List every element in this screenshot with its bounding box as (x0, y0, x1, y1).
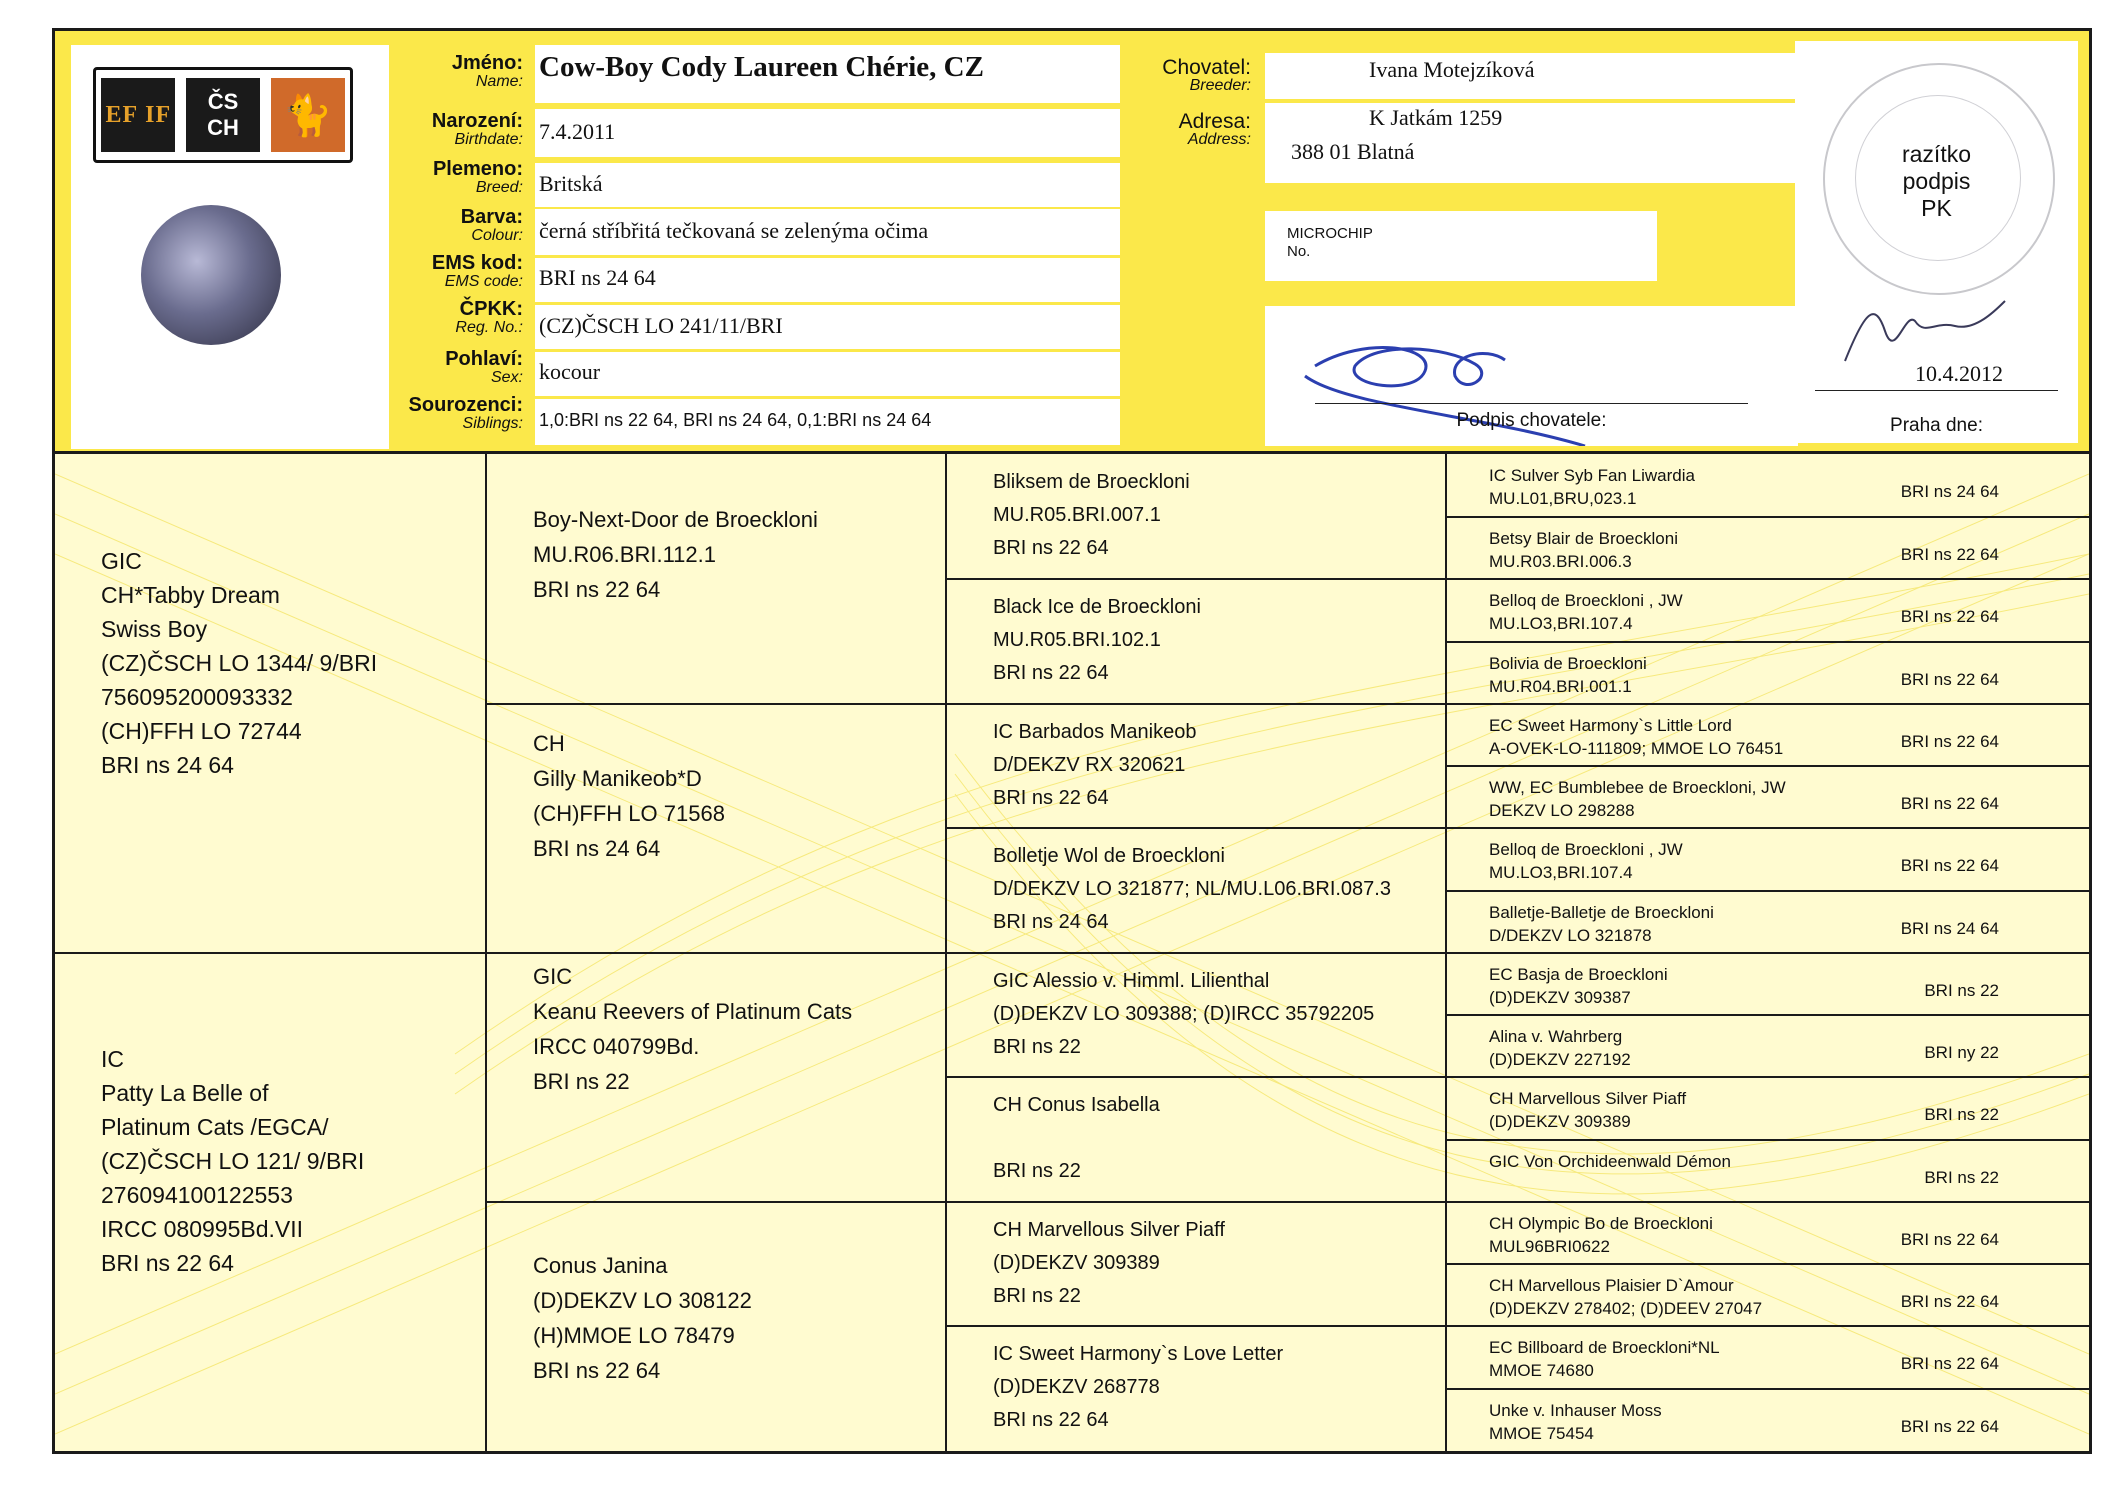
label-siblings: Sourozenci: Siblings: (408, 394, 523, 432)
label-breeder: Chovatel: Breeder: (1162, 56, 1251, 94)
grandparent-cell: CH Gilly Manikeob*D (CH)FFH LO 71568 BRI ns 24 64 (533, 731, 725, 861)
place-caption: Praha dne: (1890, 415, 1983, 436)
sex-box (535, 352, 1120, 396)
birthdate-value: 7.4.2011 (539, 119, 616, 144)
breeder-signature-box (1265, 306, 1798, 446)
breed-box (535, 163, 1120, 207)
ancestor-cell: Bolivia de Broeckloni MU.R04.BRI.001.1 BRI ns 22 64 (1489, 654, 1999, 696)
microchip-box (1265, 211, 1657, 281)
fife-logo: EF IF (101, 78, 175, 152)
ancestor-cell: CH Olympic Bo de Broeckloni MUL96BRI0622 BRI ns 22 64 (1489, 1214, 1999, 1256)
cat-name: Cow-Boy Cody Laureen Chérie, CZ (539, 51, 984, 83)
colour-value: černá stříbřitá tečkovaná se zelenýma očima (539, 218, 929, 243)
label-name: Jméno: Name: (451, 52, 523, 90)
label-colour: Barva: Colour: (460, 206, 523, 244)
regno-value: (CZ)ČSCH LO 241/11/BRI (539, 313, 783, 338)
official-signature (1835, 291, 2035, 371)
ancestor-cell: GIC Von Orchideenwald Démon BRI ns 22 (1489, 1152, 1999, 1187)
great-grandparent-cell: CH Conus Isabella BRI ns 22 (993, 1094, 1160, 1182)
grandparent-cell: Conus Janina (D)DEKZV LO 308122 (H)MMOE LO 78479 BRI ns 22 64 (533, 1253, 752, 1383)
dam-cell: IC Patty La Belle of Platinum Cats /EGCA/ (CZ)ČSCH LO 121/ 9/BRI 276094100122553 IRCC 080995Bd.VII BRI ns 22 64 (101, 1046, 365, 1276)
ancestor-cell: CH Marvellous Plaisier D`Amour (D)DEKZV 278402; (D)DEEV 27047 BRI ns 22 64 (1489, 1276, 1999, 1318)
grandparent-cell: Boy-Next-Door de Broeckloni MU.R06.BRI.112.1 BRI ns 22 64 (533, 507, 818, 602)
ancestor-cell: EC Basja de Broeckloni (D)DEKZV 309387 BRI ns 22 (1489, 965, 1999, 1007)
ancestor-cell: CH Marvellous Silver Piaff (D)DEKZV 309389 BRI ns 22 (1489, 1089, 1999, 1131)
ancestor-cell: Betsy Blair de Broeckloni MU.R03.BRI.006.3 BRI ns 22 64 (1489, 529, 1999, 571)
sex-value: kocour (539, 359, 601, 384)
date-line (1815, 390, 2058, 391)
microchip-no-label: No. (1287, 243, 1311, 260)
ancestor-cell: Alina v. Wahrberg (D)DEKZV 227192 BRI ny 22 (1489, 1027, 1999, 1069)
logo-panel (71, 45, 389, 449)
address-line2: 388 01 Blatná (1291, 139, 1415, 164)
great-grandparent-cell: CH Marvellous Silver Piaff (D)DEKZV 309389 BRI ns 22 (993, 1219, 1225, 1307)
ancestor-cell: IC Sulver Syb Fan Liwardia MU.L01,BRU,023.1 BRI ns 24 64 (1489, 466, 1999, 508)
csch-logo: ČS CH (186, 78, 260, 152)
birthdate-box (535, 109, 1120, 157)
ancestor-cell: Belloq de Broeckloni , JW MU.LO3,BRI.107.4 BRI ns 22 64 (1489, 840, 1999, 882)
ancestor-cell: Belloq de Broeckloni , JW MU.LO3,BRI.107.4 BRI ns 22 64 (1489, 591, 1999, 633)
label-ems: EMS kod: EMS code: (431, 252, 523, 290)
logo-bar (93, 67, 353, 163)
siblings-value: 1,0:BRI ns 22 64, BRI ns 24 64, 0,1:BRI ns 24 64 (539, 410, 932, 430)
great-grandparent-cell: IC Barbados Manikeob D/DEKZV RX 320621 BRI ns 22 64 (993, 721, 1197, 809)
stamp-text: razítko podpis PK (1901, 141, 1972, 221)
breeder-box (1265, 53, 1812, 99)
stamp-box (1795, 41, 2078, 443)
great-grandparent-cell: Bolletje Wol de Broeckloni D/DEKZV LO 321877; NL/MU.L06.BRI.087.3 BRI ns 24 64 (993, 845, 1391, 933)
breeder-value: Ivana Motejzíková (1369, 57, 1535, 82)
sire-cell: GIC CH*Tabby Dream Swiss Boy (CZ)ČSCH LO 1344/ 9/BRI 756095200093332 (CH)FFH LO 72744 BRI ns 24 64 (101, 548, 378, 778)
label-breed: Plemeno: Breed: (432, 158, 523, 196)
hologram-seal (141, 205, 281, 345)
cat-logo: 🐈 (271, 78, 345, 152)
label-regno: ČPKK: Reg. No.: (455, 298, 523, 336)
ancestor-cell: Unke v. Inhauser Moss MMOE 75454 BRI ns 22 64 (1489, 1401, 1999, 1443)
breed-value: Britská (539, 171, 603, 196)
pedigree-certificate (52, 28, 2092, 1454)
issue-date: 10.4.2012 (1915, 361, 2003, 386)
label-address: Adresa: Address: (1178, 110, 1251, 148)
grandparent-cell: GIC Keanu Reevers of Platinum Cats IRCC 040799Bd. BRI ns 22 (533, 964, 853, 1094)
certificate-header (55, 31, 2089, 454)
great-grandparent-cell: Black Ice de Broeckloni MU.R05.BRI.102.1 BRI ns 22 64 (993, 596, 1201, 684)
pedigree-table (55, 454, 2089, 1451)
ancestor-cell: Balletje-Balletje de Broeckloni D/DEKZV LO 321878 BRI ns 24 64 (1489, 903, 1999, 945)
ancestor-cell: EC Billboard de Broeckloni*NL MMOE 74680 BRI ns 22 64 (1489, 1338, 1999, 1380)
great-grandparent-cell: GIC Alessio v. Himml. Lilienthal (D)DEKZV LO 309388; (D)IRCC 35792205 BRI ns 22 (993, 970, 1375, 1058)
ancestor-cell: WW, EC Bumblebee de Broeckloni, JW DEKZV LO 298288 BRI ns 22 64 (1489, 778, 1999, 820)
signature-line (1315, 403, 1748, 404)
microchip-label: MICROCHIP (1287, 225, 1373, 242)
label-sex: Pohlaví: Sex: (445, 348, 523, 386)
ems-value: BRI ns 24 64 (539, 265, 656, 290)
ancestor-cell: EC Sweet Harmony`s Little Lord A-OVEK-LO-111809; MMOE LO 76451 BRI ns 22 64 (1489, 716, 1999, 758)
great-grandparent-cell: IC Sweet Harmony`s Love Letter (D)DEKZV 268778 BRI ns 22 64 (993, 1343, 1284, 1431)
great-grandparent-cell: Bliksem de Broeckloni MU.R05.BRI.007.1 BRI ns 22 64 (993, 471, 1190, 559)
address-line1: K Jatkám 1259 (1369, 105, 1503, 130)
label-birthdate: Narození: Birthdate: (431, 110, 523, 148)
signature-caption: Podpis chovatele: (1456, 410, 1607, 431)
